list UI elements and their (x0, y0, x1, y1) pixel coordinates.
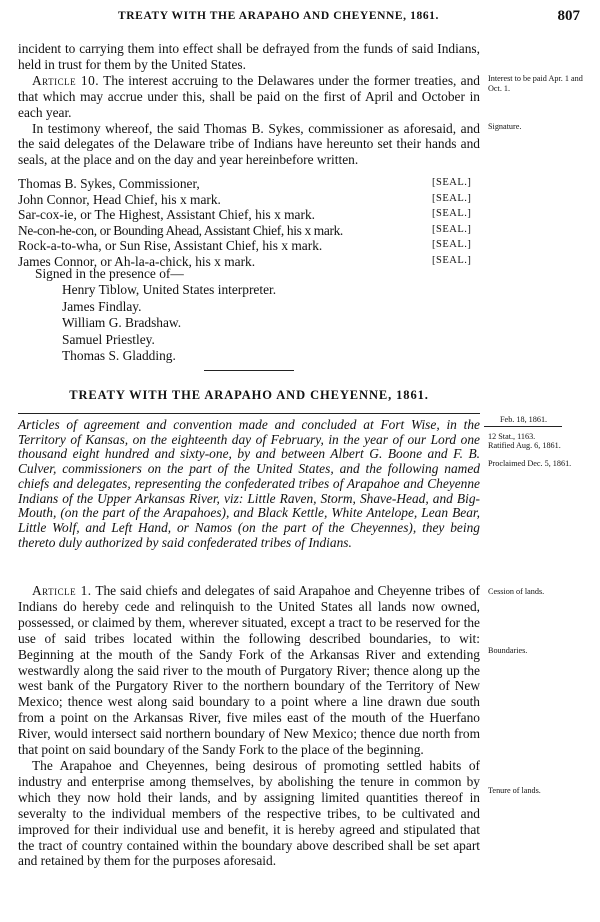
margin-note-date: Feb. 18, 1861. (500, 415, 548, 424)
part2-text (18, 583, 480, 869)
signer-name: Sar-cox-ie, or The Highest, Assistant Chief, his x mark. (18, 207, 316, 223)
signature-row (18, 223, 480, 239)
paragraph-incident: incident to carrying them into effect shall be defrayed from the funds of said Indians, held in trust for them by the United States. (18, 41, 480, 72)
article-1-label: Article 1. (32, 583, 92, 598)
signature-row (18, 192, 480, 208)
seal-mark: [SEAL.] (432, 177, 472, 188)
signer-name: James Connor, or Ah-la-a-chick, his x mark. (18, 253, 256, 269)
treaty-heading: TREATY WITH THE ARAPAHO AND CHEYENNE, 1861. (69, 388, 429, 402)
witness-name: William G. Bradshaw. (62, 315, 182, 331)
section-divider (204, 370, 294, 371)
witness-intro: Signed in the presence of— (35, 266, 184, 281)
margin-note-proclaimed: Proclaimed Dec. 5, 1861. (488, 459, 572, 468)
margin-date-rule (484, 426, 562, 427)
seal-mark: [SEAL.] (432, 208, 472, 220)
signature-block (18, 176, 480, 270)
seal-mark: [SEAL.] (432, 254, 472, 266)
signer-name: Rock-a-to-wha, or Sun Rise, Assistant Chief, his x mark. (18, 238, 323, 254)
paragraph-testimony: In testimony whereof, the said Thomas B. Sykes, commissioner as aforesaid, and the said delegates of the Delaware tribe of Indians have hereunto set their hands and seals, at the place and on the day and year hereinbefore written. (18, 120, 480, 168)
article-10-label: Article 10. (32, 72, 100, 88)
margin-note-ratified: Ratified Aug. 6, 1861. (488, 441, 561, 450)
article-1-text: The said chiefs and delegates of said Arapahoe and Cheyenne tribes of Indians do hereby cede and relinquish to the United States all lands now owned, possessed, or claimed by them, wherever situated, except a tract to be reserved for the use of said tribes located within the following described boundaries, to wit: Beginning at the mouth of the Sandy Fork of the Arkansas River and extending westwardly along the said river to the mouth of Purgatory River; thence along up the west bank of the Purgatory River to the northern boundary of the Territory of New Mexico; thence west along said boundary to a point where a line drawn due south from a point on the Arkansas River, five miles east of the mouth of the Huerfano River, would intersect said northern boundary of New Mexico; thence due north from that point on said boundary of the Sandy Fork to the place of the beginning. (18, 583, 480, 758)
witness-name: James Findlay. (62, 298, 142, 314)
witness-name: Samuel Priestley. (62, 331, 155, 347)
witness-name: Henry Tiblow, United States interpreter. (62, 282, 277, 297)
paragraph-article-10 (18, 73, 480, 121)
margin-note-cession: Cession of lands. (488, 587, 545, 596)
signer-name: Thomas B. Sykes, Commissioner, (18, 176, 200, 191)
paragraph-article-1 (18, 583, 480, 758)
margin-note-stat: 12 Stat., 1163. (488, 432, 536, 441)
seal-mark: [SEAL.] (432, 223, 472, 235)
signature-row (18, 207, 480, 223)
seal-mark: [SEAL.] (432, 239, 472, 251)
signature-row (18, 176, 480, 192)
treaty-preamble: Articles of agreement and convention made and concluded at Fort Wise, in the Territory of Kansas, on the eighteenth day of February, in the year of our Lord one thousand eight hundred and sixty-one, by and between Albert G. Boone and F. B. Culver, commissioners on the part of the United States, and the following named chiefs and delegates, representing the confederated tribes of Arapahoe and Cheyenne Indians of the Upper Arkansas River, viz: Little Raven, Storm, Shave-Head, and Big-Mouth, (on the part of the Arapahoes), and Black Kettle, White Antelope, Lean Bear, Little Wolf, and Left Hand, or Namos (on the part of the Cheyennes), they being thereto duly authorized by said confederated tribes of Indians. (18, 417, 480, 550)
margin-note-boundaries: Boundaries. (488, 646, 528, 655)
witness-name: Thomas S. Gladding. (62, 348, 176, 364)
signer-name: Ne-con-he-con, or Bounding Ahead, Assistant Chief, his x mark. (18, 222, 343, 238)
heading-rule (18, 413, 480, 414)
seal-mark: [SEAL.] (432, 192, 472, 204)
page-number: 807 (557, 8, 580, 24)
article-10-text: The interest accruing to the Delawares under the former treaties, and that which may accrue under this, shall be paid on the first of April and October in each year. (18, 72, 480, 120)
signature-row (18, 238, 480, 254)
running-title: TREATY WITH THE ARAPAHO AND CHEYENNE, 1861. (118, 10, 440, 22)
margin-note-tenure: Tenure of lands. (488, 786, 541, 795)
witness-list (62, 282, 276, 365)
part1-text (18, 41, 480, 168)
margin-note-interest: Interest to be paid Apr. 1 and Oct. 1. (488, 74, 583, 93)
margin-note-signature: Signature. (488, 122, 522, 131)
running-header (18, 8, 582, 26)
paragraph-tenure: The Arapahoe and Cheyennes, being desirous of promoting settled habits of industry and enterprise among themselves, by abolishing the tenure in common by which they now hold their lands, and by assigning limited quantities thereof in severalty to the individual members of the respective tribes, to be cultivated and improved for their individual use and benefit, it is hereby agreed and stipulated that the tract of country contained within the boundary above described shall be set apart and retained by them for the purposes aforesaid. (18, 757, 480, 869)
signer-name: John Connor, Head Chief, his x mark. (18, 191, 221, 207)
